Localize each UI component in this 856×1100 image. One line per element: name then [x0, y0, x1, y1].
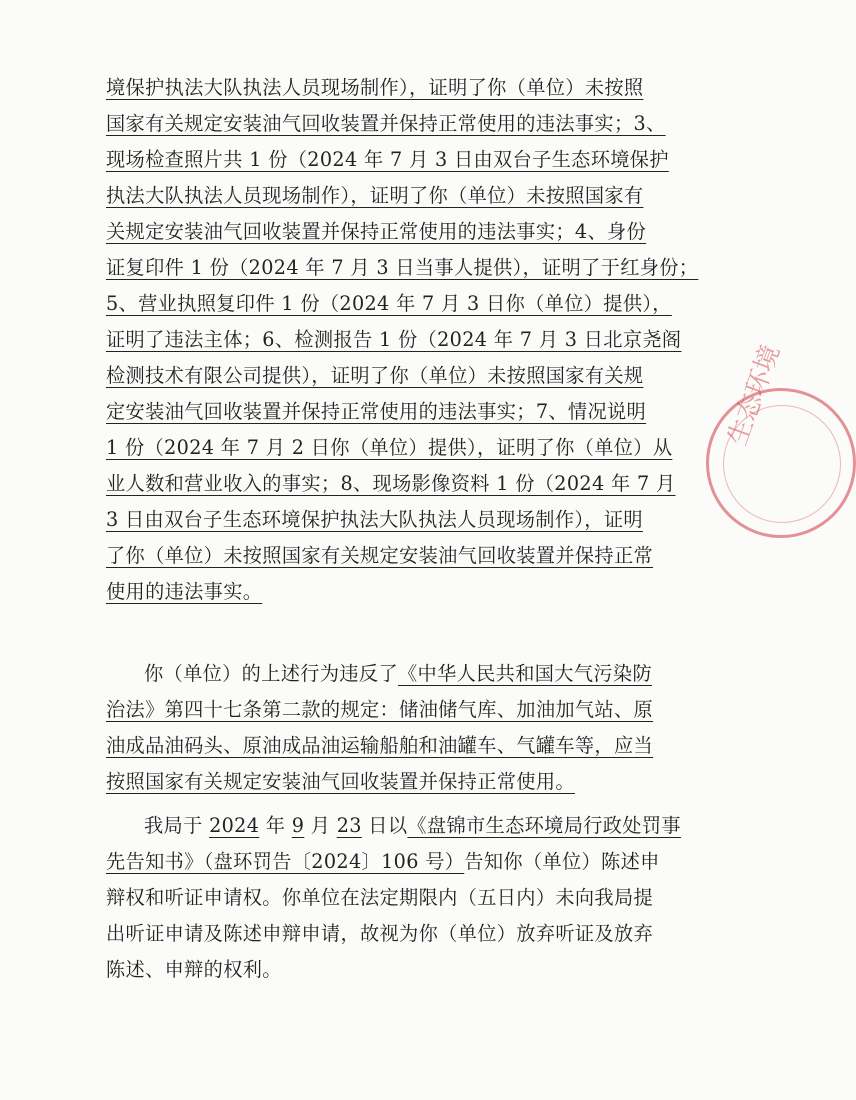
text-line: 油成品油码头、原油成品油运输船舶和油罐车、气罐车等，应当: [106, 734, 654, 757]
text-line: 3 日由双台子生态环境保护执法大队执法人员现场制作），证明: [106, 508, 643, 531]
day-value: 23: [336, 814, 362, 837]
text-line: 现场检查照片共 1 份（2024 年 7 月 3 日由双台子生态环境保护: [106, 148, 669, 171]
text-segment: 年: [259, 814, 292, 837]
text-segment: 我局于: [144, 814, 210, 837]
text-segment: 告知你（单位）陈述申: [464, 850, 660, 873]
seal-text: 生态环境: [722, 341, 787, 450]
text-line: 证复印件 1 份（2024 年 7 月 3 日当事人提供），证明了于红身份；: [106, 256, 699, 279]
text-line: 陈述、申辩的权利。: [106, 958, 282, 981]
law-title: 《中华人民共和国大气污染防: [398, 662, 652, 685]
notice-paragraph: [106, 808, 681, 988]
text-line: 1 份（2024 年 7 月 2 日你（单位）提供），证明了你（单位）从: [106, 436, 673, 459]
text-line: 关规定安装油气回收装置并保持正常使用的违法事实；4、身份: [106, 220, 647, 243]
year-value: 2024: [209, 814, 260, 837]
text-line: 出听证申请及陈述申辩申请，故视为你（单位）放弃听证及放弃: [106, 922, 654, 945]
text-segment: 日以: [361, 814, 408, 837]
text-line: 国家有关规定安装油气回收装置并保持正常使用的违法事实；3、: [106, 112, 666, 135]
text-line: 5、营业执照复印件 1 份（2024 年 7 月 3 日你（单位）提供），: [106, 292, 672, 315]
text-line: [106, 656, 672, 692]
text-line: 境保护执法大队执法人员现场制作），证明了你（单位）未按照: [106, 76, 644, 99]
text-line: 了你（单位）未按照国家有关规定安装油气回收装置并保持正常: [106, 544, 654, 567]
text-line: 证明了违法主体；6、检测报告 1 份（2024 年 7 月 3 日北京尧阁: [106, 328, 682, 351]
violation-paragraph: [106, 656, 672, 800]
text-line: 业人数和营业收入的事实；8、现场影像资料 1 份（2024 年 7 月: [106, 472, 676, 495]
text-line: 按照国家有关规定安装油气回收装置并保持正常使用。: [106, 770, 575, 793]
text-line: 治法》第四十七条第二款的规定：储油储气库、加油加气站、原: [106, 698, 654, 721]
text-segment: 你（单位）的上述行为违反了: [144, 662, 398, 685]
doc-title: 《盘锦市生态环境局行政处罚事: [407, 814, 681, 837]
text-line: 检测技术有限公司提供），证明了你（单位）未按照国家有关规: [106, 364, 644, 387]
text-line: [106, 808, 681, 844]
text-segment: 月: [304, 814, 337, 837]
evidence-paragraph: [106, 70, 699, 610]
month-value: 9: [291, 814, 305, 837]
text-line: 定安装油气回收装置并保持正常使用的违法事实；7、情况说明: [106, 400, 647, 423]
text-line: 执法大队执法人员现场制作），证明了你（单位）未按照国家有: [106, 184, 644, 207]
doc-title-continued: 先告知书》（盘环罚告〔2024〕106 号）: [106, 850, 465, 873]
text-line: [106, 844, 672, 880]
text-line: 使用的违法事实。: [106, 580, 263, 603]
official-seal: [706, 341, 856, 538]
text-line: 辩权和听证申请权。你单位在法定期限内（五日内）未向我局提: [106, 886, 654, 909]
